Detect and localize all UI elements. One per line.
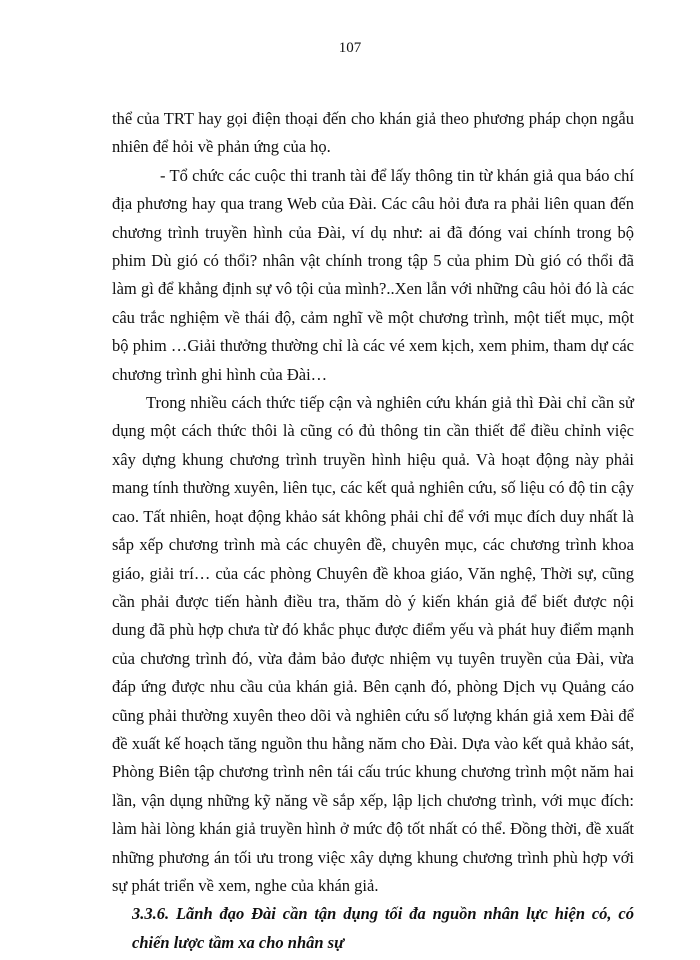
body-text [112, 105, 634, 957]
paragraph-audience-research: Trong nhiều cách thức tiếp cận và nghiên cứu khán giả thì Đài chỉ cần sử dụng một cách thức thôi là cũng có đủ thông tin cần thiết để điều chỉnh việc xây dựng khung chương trình truyền hình hiệu quả. Và hoạt động này phải mang tính thường xuyên, liên tục, các kết quả nghiên cứu, số liệu có độ tin cậy cao. Tất nhiên, hoạt động khảo sát không phải chỉ để với mục đích duy nhất là sắp xếp chương trình mà các chuyên đề, chuyên mục, các chương trình khoa giáo, giải trí… của các phòng Chuyên đề khoa giáo, Văn nghệ, Thời sự, cũng cần phải được tiến hành điều tra, thăm dò ý kiến khán giả để biết được nội dung đã phù hợp chưa từ đó khắc phục được điểm yếu và phát huy điểm mạnh của chương trình đó, vừa đảm bảo được nhiệm vụ tuyên truyền của Đài, vừa đáp ứng được nhu cầu của khán giả. Bên cạnh đó, phòng Dịch vụ Quảng cáo cũng phải thường xuyên theo dõi và nghiên cứu số lượng khán giả xem Đài để đề xuất kế hoạch tăng nguồn thu hằng năm cho Đài. Dựa vào kết quả khảo sát, Phòng Biên tập chương trình nên tái cấu trúc khung chương trình một năm hai lần, vận dụng những kỹ năng về sắp xếp, lập lịch chương trình, với mục đích: làm hài lòng khán giả truyền hình ở mức độ tốt nhất có thể. Đồng thời, đề xuất những phương án tối ưu trong việc xây dựng khung chương trình phù hợp với sự phát triển về xem, nghe của khán giả. [112, 393, 634, 895]
section-heading: 3.3.6. Lãnh đạo Đài cần tận dụng tối đa nguồn nhân lực hiện có, có chiến lược tầm xa cho nhân sự [132, 904, 634, 952]
page-number: 107 [338, 40, 362, 56]
paragraph-bullet-contest: - Tổ chức các cuộc thi tranh tài để lấy thông tin từ khán giả qua báo chí địa phương hay qua trang Web của Đài. Các câu hỏi đưa ra phải liên quan đến chương trình truyền hình của Đài, ví dụ như: ai đã đóng vai chính trong bộ phim Dù gió có thổi? nhân vật chính trong tập 5 của phim Dù gió có thổi đã làm gì để khẳng định sự vô tội của mình?..Xen lẫn với những câu hỏi đó là các câu trắc nghiệm về thái độ, cảm nghĩ về một chương trình, một tiết mục, một bộ phim …Giải thưởng thường chỉ là các vé xem kịch, xem phim, tham dự các chương trình ghi hình của Đài… [112, 165, 634, 384]
paragraph-continuation: thể của TRT hay gọi điện thoại đến cho khán giả theo phương pháp chọn ngẫu nhiên để hỏi về phản ứng của họ. [112, 109, 634, 157]
